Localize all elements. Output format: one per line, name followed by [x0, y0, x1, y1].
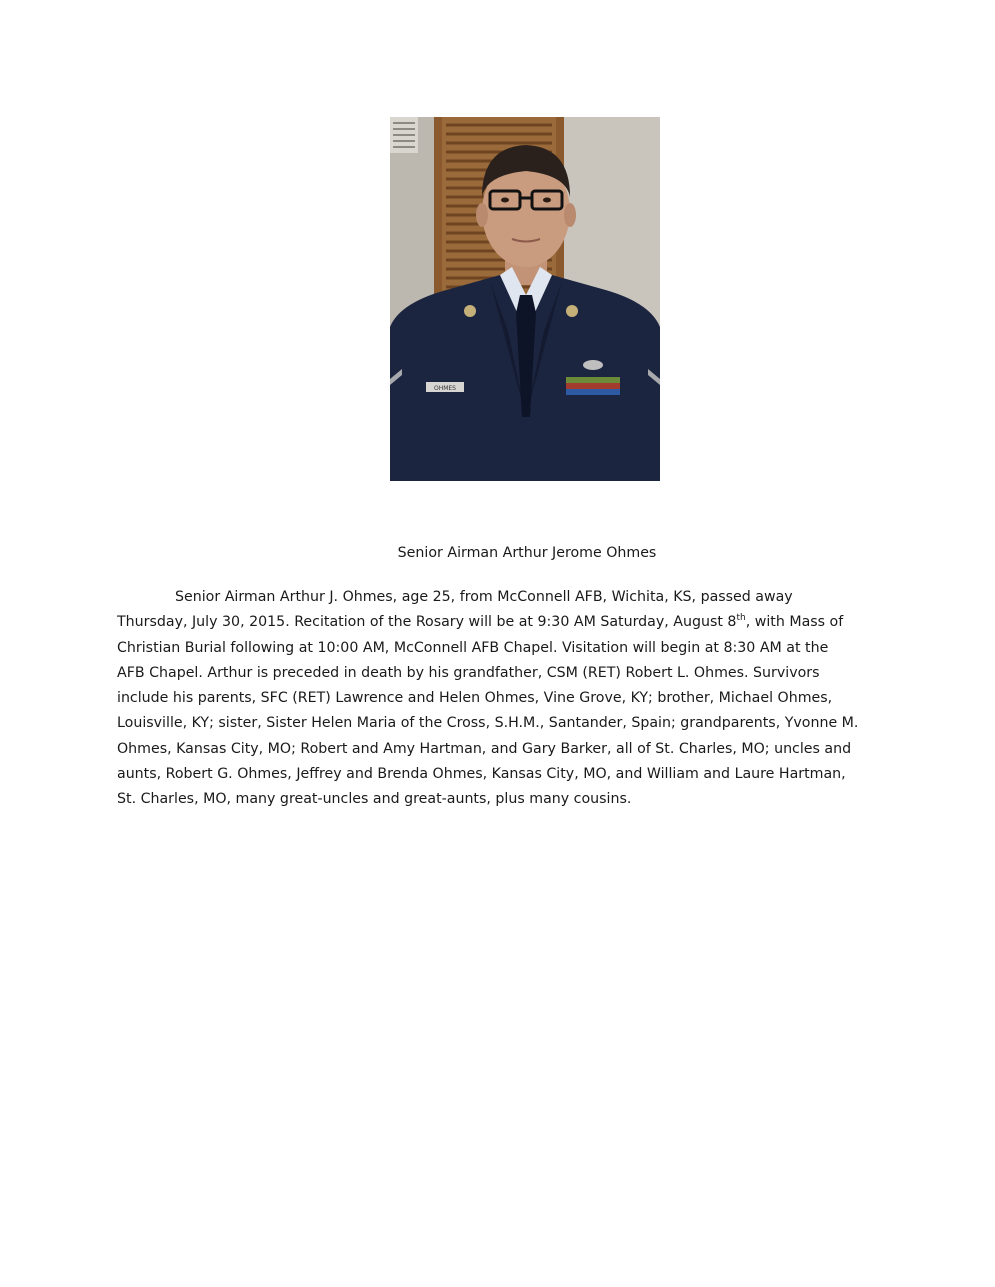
- body-line: [117, 610, 877, 635]
- obituary-body: [117, 585, 877, 813]
- body-line: Senior Airman Arthur J. Ohmes, age 25, from McConnell AFB, Wichita, KS, passed away: [175, 589, 793, 605]
- body-line-segment: Thursday, July 30, 2015. Recitation of the Rosary will be at 9:30 AM Saturday, August 8: [117, 614, 737, 631]
- portrait-photo: [390, 117, 660, 481]
- body-line: Christian Burial following at 10:00 AM, McConnell AFB Chapel. Visitation will begin at 8:30 AM at the: [117, 639, 829, 656]
- body-line-segment: , with Mass of: [745, 614, 844, 631]
- body-line: include his parents, SFC (RET) Lawrence and Helen Ohmes, Vine Grove, KY; brother, Michael Ohmes,: [117, 690, 833, 707]
- obituary-title: Senior Airman Arthur Jerome Ohmes: [397, 545, 657, 561]
- body-line: St. Charles, MO, many great-uncles and great-aunts, plus many cousins.: [117, 791, 632, 808]
- ordinal-superscript: th: [736, 613, 746, 624]
- body-line: AFB Chapel. Arthur is preceded in death by his grandfather, CSM (RET) Robert L. Ohmes. Survivors: [117, 664, 820, 681]
- body-line: Louisville, KY; sister, Sister Helen Maria of the Cross, S.H.M., Santander, Spain; grandparents, Yvonne M.: [117, 715, 859, 732]
- nametag-text: OHMES: [433, 385, 457, 392]
- body-line: Ohmes, Kansas City, MO; Robert and Amy Hartman, and Gary Barker, all of St. Charles, MO; uncles and: [117, 740, 852, 757]
- body-line: aunts, Robert G. Ohmes, Jeffrey and Brenda Ohmes, Kansas City, MO, and William and Laure Hartman,: [117, 766, 846, 783]
